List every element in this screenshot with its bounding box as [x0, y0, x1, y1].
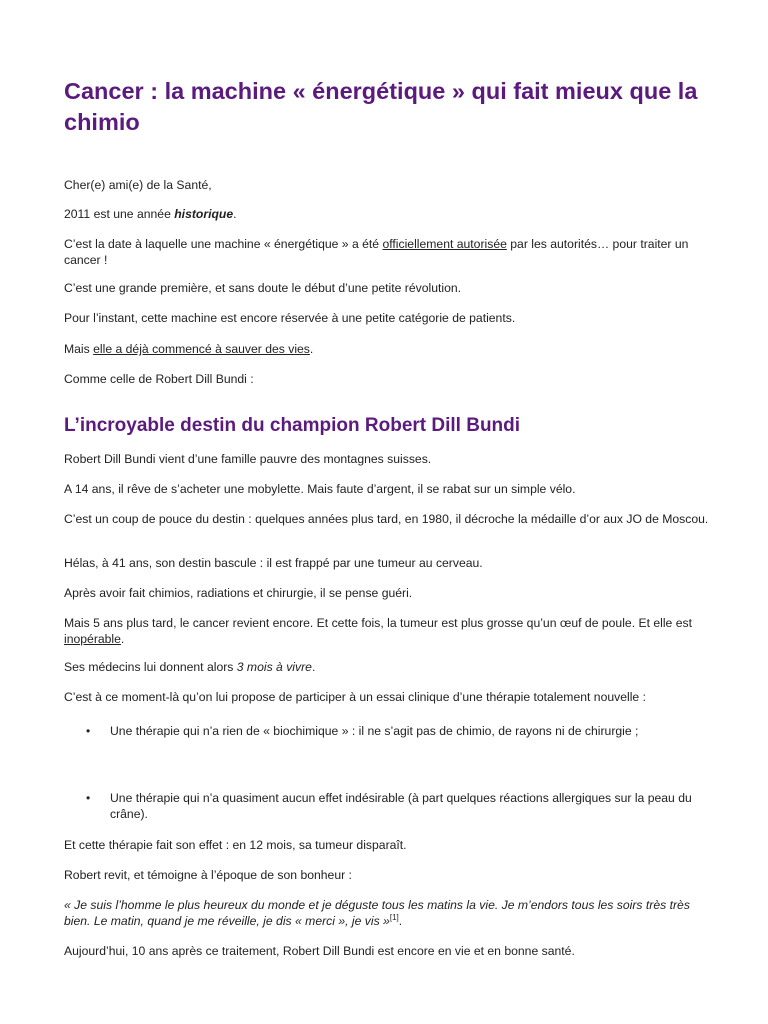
text: . [233, 207, 237, 221]
text: Ses médecins lui donnent alors [64, 660, 237, 674]
bullet-marker: • [86, 791, 91, 805]
story-paragraph: Robert Dill Bundi vient d’une famille pauvre des montagnes suisses. [64, 452, 432, 466]
story-paragraph: A 14 ans, il rêve de s’acheter une mobylette. Mais faute d’argent, il se rabat sur un simple vélo. [64, 482, 576, 496]
paragraph-historic [64, 207, 714, 223]
paragraph-sauver [64, 342, 714, 358]
link-officiellement-autorisee[interactable]: officiellement autorisée [382, 237, 507, 251]
text: . [398, 913, 403, 928]
text: 2011 est une année [64, 207, 175, 221]
story-paragraph: C’est un coup de pouce du destin : quelques années plus tard, en 1980, il décroche la médaille d’or aux JO de Moscou. [64, 512, 709, 526]
text: C’est la date à laquelle une machine « énergétique » a été [64, 237, 383, 251]
article-title: Cancer : la machine « énergétique » qui fait mieux que la chimio [64, 78, 698, 135]
story-paragraph: Et cette thérapie fait son effet : en 12 mois, sa tumeur disparaît. [64, 838, 407, 852]
list-item: Une thérapie qui n’a rien de « biochimique » : il ne s’agit pas de chimio, de rayons ni de chirurgie ; [110, 724, 639, 738]
list-item: Une thérapie qui n’a quasiment aucun effet indésirable (à part quelques réactions allergiques sur la peau du crâne). [110, 791, 692, 821]
story-paragraph [64, 660, 714, 676]
emphasis-historique: historique [174, 207, 234, 221]
bullet-marker: • [86, 724, 91, 738]
footnote-link[interactable]: [1] [389, 912, 399, 922]
text: Mais [64, 342, 94, 356]
emphasis-3-mois: 3 mois à vivre [236, 660, 312, 674]
paragraph-comme: Comme celle de Robert Dill Bundi : [64, 372, 254, 386]
paragraph-premiere: C’est une grande première, et sans doute le début d’une petite révolution. [64, 281, 462, 295]
story-paragraph: Robert revit, et témoigne à l’époque de son bonheur : [64, 868, 352, 882]
link-sauver-des-vies[interactable]: elle a déjà commencé à sauver des vies [93, 342, 310, 356]
testimony-quote: « Je suis l’homme le plus heureux du monde et je déguste tous les matins la vie. Je m’endors tous les soirs très très bien. Le matin, quand je me réveille, je dis « merci », je vis » [64, 898, 690, 928]
text: . [311, 660, 316, 674]
quote-paragraph [64, 898, 714, 929]
text: par les autorités… pour traiter un cancer ! [64, 237, 689, 267]
link-inoperable[interactable]: inopérable [64, 631, 121, 646]
story-paragraph: C’est à ce moment-là qu’on lui propose de participer à un essai clinique d’une thérapie totalement nouvelle : [64, 690, 646, 704]
paragraph-machine [64, 237, 714, 268]
story-paragraph: Après avoir fait chimios, radiations et chirurgie, il se pense guéri. [64, 586, 413, 600]
text: . [120, 631, 125, 646]
story-paragraph: Aujourd’hui, 10 ans après ce traitement, Robert Dill Bundi est encore en vie et en bonne santé. [64, 944, 575, 958]
text: Mais 5 ans plus tard, le cancer revient encore. Et cette fois, la tumeur est plus grosse qu’un œuf de poule. Et elle est [64, 616, 692, 630]
section-heading: L’incroyable destin du champion Robert Dill Bundi [64, 415, 521, 436]
paragraph-patients: Pour l’instant, cette machine est encore réservée à une petite catégorie de patients. [64, 311, 516, 325]
story-paragraph: Hélas, à 41 ans, son destin bascule : il est frappé par une tumeur au cerveau. [64, 556, 483, 570]
text: . [309, 342, 314, 356]
story-paragraph [64, 616, 714, 647]
greeting: Cher(e) ami(e) de la Santé, [64, 178, 212, 192]
